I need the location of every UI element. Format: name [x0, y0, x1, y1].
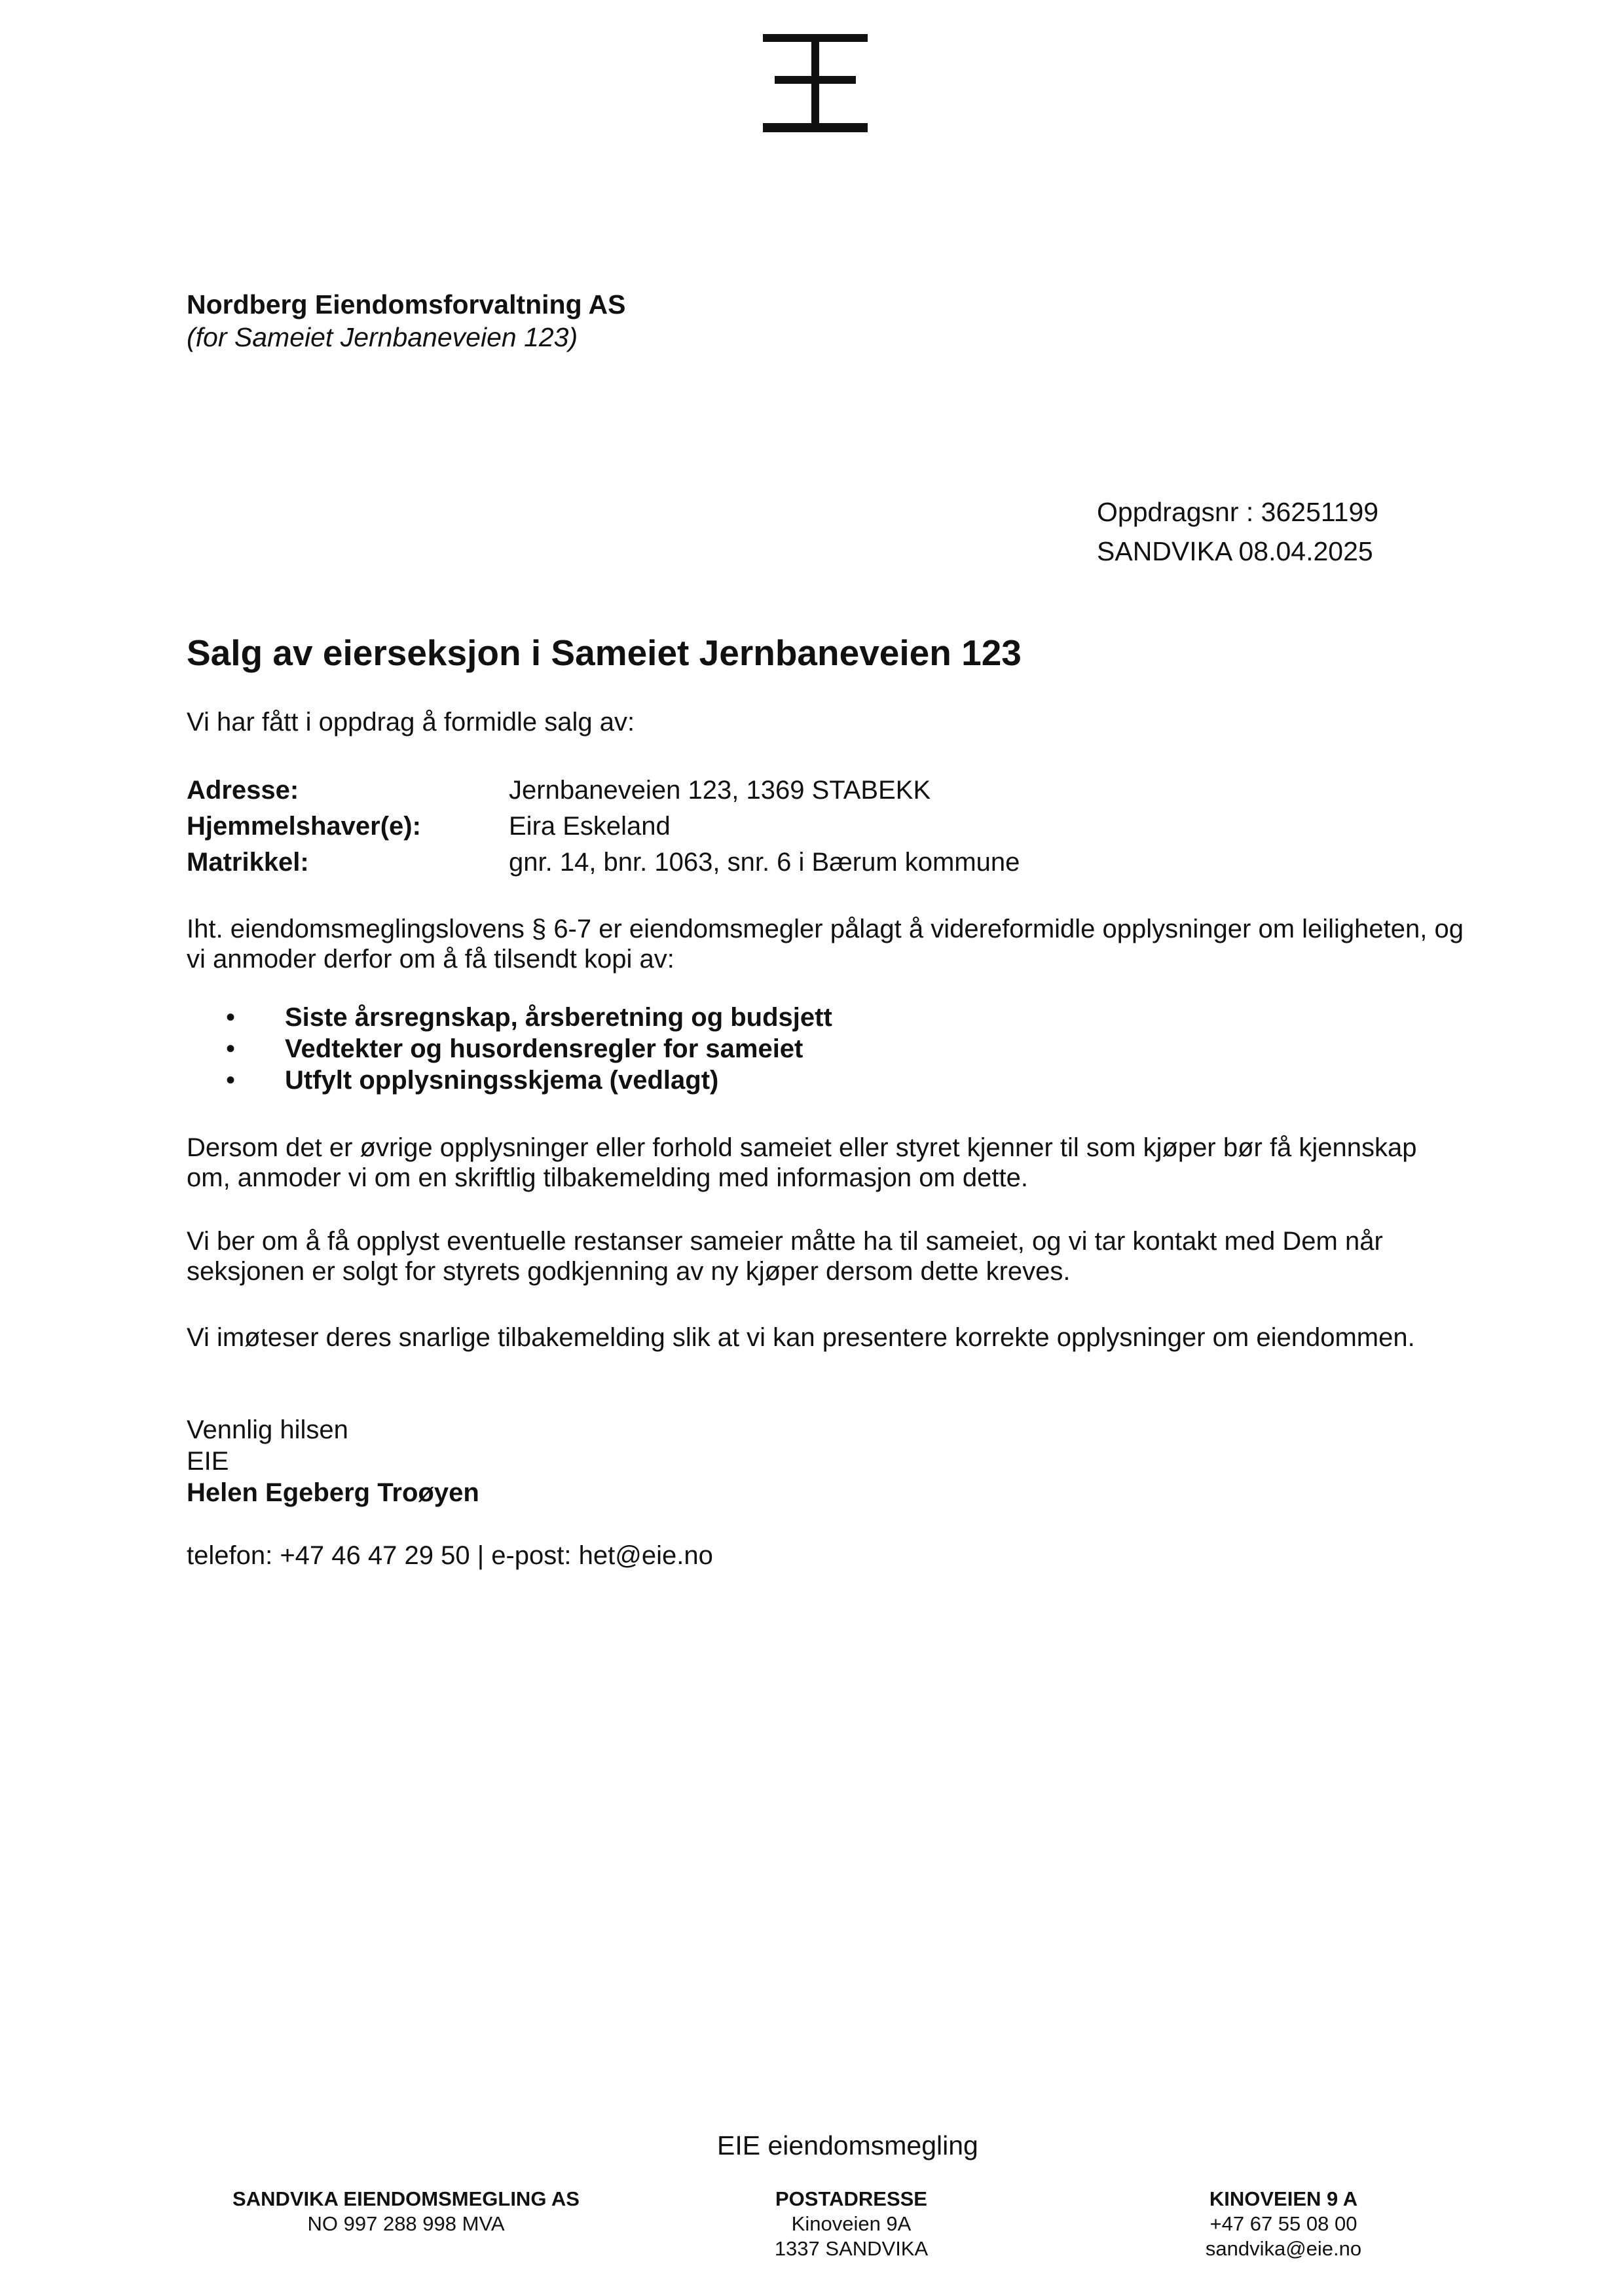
recipient-name: Nordberg Eiendomsforvaltning AS — [187, 289, 626, 319]
closing-block — [187, 1414, 479, 1508]
property-row-address — [187, 773, 1020, 809]
property-label: Adresse: — [187, 776, 299, 805]
document-item: Utfylt opplysningsskjema (vedlagt) — [285, 1066, 719, 1095]
greeting: Vennlig hilsen — [187, 1415, 348, 1444]
order-number: Oppdragsnr : 36251199 — [1097, 497, 1379, 527]
footer-postal — [727, 2187, 976, 2261]
footer-company-name: SANDVIKA EIENDOMSMEGLING AS — [232, 2187, 580, 2210]
signer-name: Helen Egeberg Troøyen — [187, 1478, 479, 1507]
eie-logo-icon — [763, 34, 868, 132]
footer-brand: EIE eiendomsmegling — [717, 2130, 978, 2160]
property-row-cadastre — [187, 845, 1020, 881]
paragraph-legal-basis: Iht. eiendomsmeglingslovens § 6-7 er eiendomsmegler pålagt å videreformidle opplysninger om leiligheten, og vi anmoder derfor om å få tilsendt kopi av: — [187, 915, 1464, 974]
intro-text: Vi har fått i oppdrag å formidle salg av: — [187, 708, 635, 737]
property-value: Jernbaneveien 123, 1369 STABEKK — [509, 776, 931, 805]
property-row-owner — [187, 809, 1020, 845]
bullet-icon: • — [226, 1003, 236, 1032]
property-value: Eira Eskeland — [509, 812, 671, 841]
letter-title: Salg av eierseksjon i Sameiet Jernbaneveien 123 — [187, 632, 1022, 673]
footer-visit-head: KINOVEIEN 9 A — [1209, 2187, 1358, 2210]
bullet-icon: • — [226, 1066, 236, 1095]
footer-visit — [1139, 2187, 1428, 2261]
document-item: Siste årsregnskap, årsberetning og budsjett — [285, 1003, 832, 1032]
property-label: Matrikkel: — [187, 848, 309, 877]
footer-postal-city: 1337 SANDVIKA — [774, 2237, 929, 2260]
footer-company — [216, 2187, 596, 2236]
recipient-sub: (for Sameiet Jernbaneveien 123) — [187, 322, 578, 352]
place-date: SANDVIKA 08.04.2025 — [1097, 536, 1373, 566]
property-label: Hjemmelshaver(e): — [187, 812, 421, 841]
reference-block — [1097, 492, 1378, 571]
requested-documents-list — [226, 1002, 832, 1096]
list-item — [226, 1033, 832, 1065]
footer-email: sandvika@eie.no — [1205, 2237, 1362, 2260]
list-item — [226, 1002, 832, 1033]
recipient-block — [187, 288, 625, 354]
footer-postal-street: Kinoveien 9A — [791, 2212, 912, 2235]
property-value: gnr. 14, bnr. 1063, snr. 6 i Bærum kommune — [509, 848, 1020, 877]
document-item: Vedtekter og husordensregler for sameiet — [285, 1034, 803, 1063]
contact-line: telefon: +47 46 47 29 50 | e-post: het@eie.no — [187, 1541, 713, 1570]
footer-org-number: NO 997 288 998 MVA — [307, 2212, 505, 2235]
paragraph-arrears: Vi ber om å få opplyst eventuelle restanser sameier måtte ha til sameiet, og vi tar kontakt med Dem når seksjonen er solgt for styrets godkjenning av ny kjøper dersom dette kreves. — [187, 1227, 1383, 1286]
paragraph-other-info: Dersom det er øvrige opplysninger eller forhold sameiet eller styret kjenner til som kjøper bør få kjennskap om, anmoder vi om en skriftlig tilbakemelding med informasjon om dette. — [187, 1133, 1417, 1192]
sender-company: EIE — [187, 1447, 229, 1476]
footer-postal-head: POSTADRESSE — [775, 2187, 927, 2210]
footer-phone: +47 67 55 08 00 — [1209, 2212, 1357, 2235]
list-item — [226, 1065, 832, 1096]
bullet-icon: • — [226, 1034, 236, 1063]
paragraph-response: Vi imøteser deres snarlige tilbakemelding slik at vi kan presentere korrekte opplysninger om eiendommen. — [187, 1323, 1415, 1352]
property-details — [187, 773, 1020, 881]
